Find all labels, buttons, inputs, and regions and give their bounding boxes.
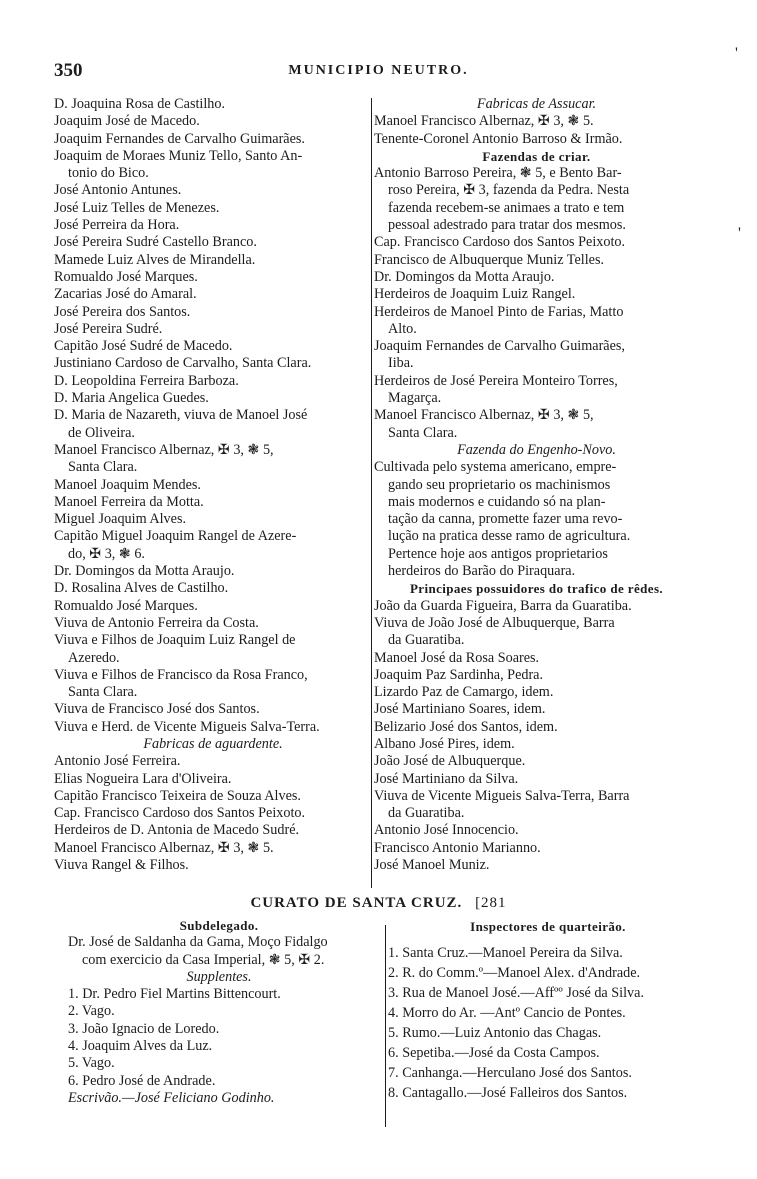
list-item: Herdeiros de José Pereira Monteiro Torres, bbox=[374, 372, 618, 389]
supplentes-heading: Supplentes. bbox=[186, 968, 252, 985]
section-heading: Fabricas de Assucar. bbox=[476, 96, 597, 112]
inspectores-heading: Inspectores de quarteirão. bbox=[470, 919, 626, 934]
list-item: Viuva de Vicente Migueis Salva-Terra, Barra bbox=[374, 787, 630, 804]
list-item: D. Maria Angelica Guedes. bbox=[54, 390, 209, 407]
list-item: João José de Albuquerque. bbox=[374, 753, 526, 770]
margin-mark: ' bbox=[738, 225, 741, 242]
list-item: Manoel Francisco Albernaz, ✠ 3, ❃ 5, bbox=[54, 441, 274, 458]
list-item: Albano José Pires, idem. bbox=[374, 735, 515, 752]
list-item: de Oliveira. bbox=[68, 424, 135, 441]
list-item: Capitão Miguel Joaquim Rangel de Azere- bbox=[54, 528, 297, 545]
list-item: Manoel Joaquim Mendes. bbox=[54, 476, 201, 493]
section-heading: Fazendas de criar. bbox=[482, 148, 591, 164]
list-item: Cultivada pelo systema americano, empre- bbox=[374, 459, 617, 476]
subdelegado-column bbox=[54, 917, 384, 1107]
list-item: Santa Clara. bbox=[68, 459, 138, 476]
list-item: José Antonio Antunes. bbox=[54, 182, 182, 199]
list-item: 5. Vago. bbox=[68, 1055, 115, 1072]
page-header bbox=[0, 60, 757, 82]
list-item: Mamede Luiz Alves de Mirandella. bbox=[54, 251, 256, 268]
list-item: 2. Vago. bbox=[68, 1003, 115, 1020]
list-item: 4. Morro do Ar. —Antº Cancio de Pontes. bbox=[388, 1005, 626, 1021]
list-item: com exercicio da Casa Imperial, ❃ 5, ✠ 2. bbox=[82, 951, 325, 968]
list-item: Herdeiros de Manoel Pinto de Farias, Matto bbox=[374, 303, 624, 320]
page-title: MUNICIPIO NEUTRO. bbox=[288, 63, 469, 78]
list-item: Santa Clara. bbox=[68, 684, 138, 701]
list-item: tação da canna, promette fazer uma revo- bbox=[388, 511, 623, 528]
escrivao-line: Escrivão.—José Feliciano Godinho. bbox=[68, 1089, 275, 1106]
list-item: José Martiniano Soares, idem. bbox=[374, 701, 546, 718]
list-item: Manoel José da Rosa Soares. bbox=[374, 649, 540, 666]
list-item: 2. R. do Comm.º—Manoel Alex. d'Andrade. bbox=[388, 965, 641, 981]
list-item: Lizardo Paz de Camargo, idem. bbox=[374, 684, 554, 701]
list-item: 3. João Ignacio de Loredo. bbox=[68, 1020, 220, 1037]
list-item: Iiba. bbox=[388, 355, 414, 372]
list-item: 4. Joaquim Alves da Luz. bbox=[68, 1038, 213, 1055]
list-item: da Guaratiba. bbox=[388, 805, 465, 822]
list-item: Joaquim Paz Sardinha, Pedra. bbox=[374, 666, 544, 683]
subdelegado-heading: Subdelegado. bbox=[179, 918, 259, 933]
curato-ref: [281 bbox=[475, 895, 507, 911]
list-item: José Pereira dos Santos. bbox=[54, 303, 191, 320]
list-item: 3. Rua de Manoel José.—Affºº José da Silva. bbox=[388, 985, 644, 1001]
list-item: Viuva Rangel & Filhos. bbox=[54, 857, 189, 874]
list-item: 1. Santa Cruz.—Manoel Pereira da Silva. bbox=[388, 945, 623, 961]
inspectores-column bbox=[388, 917, 708, 1103]
list-item: Viuva e Filhos de Joaquim Luiz Rangel de bbox=[54, 632, 296, 649]
list-item: Herdeiros de D. Antonia de Macedo Sudré. bbox=[54, 822, 300, 839]
list-item: Joaquim Fernandes de Carvalho Guimarães. bbox=[54, 130, 305, 147]
list-item: José Pereira Sudré Castello Branco. bbox=[54, 234, 257, 251]
list-item: Manoel Francisco Albernaz, ✠ 3, ❃ 5. bbox=[374, 113, 594, 130]
list-item: pessoal adestrado para tratar dos mesmos. bbox=[388, 217, 626, 234]
list-item: tonio do Bico. bbox=[68, 165, 149, 182]
list-item: D. Leopoldina Ferreira Barboza. bbox=[54, 372, 239, 389]
list-item: Elias Nogueira Lara d'Oliveira. bbox=[54, 770, 232, 787]
list-item: Francisco de Albuquerque Muniz Telles. bbox=[374, 251, 605, 268]
list-item: herdeiros do Barão do Piraquara. bbox=[388, 563, 576, 580]
list-item: José Martiniano da Silva. bbox=[374, 770, 519, 787]
list-item: do, ✠ 3, ❃ 6. bbox=[68, 545, 145, 562]
list-item: Herdeiros de Joaquim Luiz Rangel. bbox=[374, 286, 576, 303]
list-item: Francisco Antonio Marianno. bbox=[374, 839, 541, 856]
margin-mark: ' bbox=[735, 45, 738, 62]
list-item: Capitão José Sudré de Macedo. bbox=[54, 338, 233, 355]
list-item: Manoel Ferreira da Motta. bbox=[54, 493, 204, 510]
list-item: Miguel Joaquim Alves. bbox=[54, 511, 187, 528]
list-item: lução na pratica desse ramo de agricultura. bbox=[388, 528, 631, 545]
list-item: Antonio Barroso Pereira, ❃ 5, e Bento Bar- bbox=[374, 165, 622, 182]
section-heading: Fabricas de aguardente. bbox=[143, 735, 283, 752]
list-item: 6. Sepetiba.—José da Costa Campos. bbox=[388, 1045, 600, 1061]
list-item: Joaquim Fernandes de Carvalho Guimarães, bbox=[374, 338, 625, 355]
list-item: 8. Cantagallo.—José Falleiros dos Santos. bbox=[388, 1085, 628, 1101]
list-item: gando seu proprietario os machinismos bbox=[388, 476, 611, 493]
list-item: 7. Canhanga.—Herculano José dos Santos. bbox=[388, 1065, 632, 1081]
list-item: Viuva e Filhos de Francisco da Rosa Franco, bbox=[54, 666, 308, 683]
list-item: Joaquim José de Macedo. bbox=[54, 113, 200, 130]
list-item: Justiniano Cardoso de Carvalho, Santa Clara. bbox=[54, 355, 312, 372]
curato-title: CURATO DE SANTA CRUZ. bbox=[250, 895, 463, 911]
list-item: Viuva de Francisco José dos Santos. bbox=[54, 701, 260, 718]
list-item: José Pereira Sudré. bbox=[54, 320, 163, 337]
list-item: D. Rosalina Alves de Castilho. bbox=[54, 580, 229, 597]
list-item: Dr. Domingos da Motta Araujo. bbox=[374, 268, 555, 285]
list-item: Antonio José Ferreira. bbox=[54, 753, 181, 770]
list-item: Dr. Domingos da Motta Araujo. bbox=[54, 563, 235, 580]
list-item: Romualdo José Marques. bbox=[54, 597, 198, 614]
list-item: Cap. Francisco Cardoso dos Santos Peixoto. bbox=[54, 805, 306, 822]
list-item: 5. Rumo.—Luiz Antonio das Chagas. bbox=[388, 1025, 602, 1041]
list-item: Viuva de Antonio Ferreira da Costa. bbox=[54, 614, 259, 631]
list-item: Magarça. bbox=[388, 390, 442, 407]
list-item: Manoel Francisco Albernaz, ✠ 3, ❃ 5, bbox=[374, 407, 594, 424]
list-item: da Guaratiba. bbox=[388, 632, 465, 649]
list-item: José Manoel Muniz. bbox=[374, 857, 490, 874]
section-heading: Principaes possuidores do trafico de rêdes. bbox=[409, 581, 664, 597]
page-number: 350 bbox=[54, 60, 83, 81]
list-item: João da Guarda Figueira, Barra da Guaratiba. bbox=[374, 597, 632, 614]
list-item: Manoel Francisco Albernaz, ✠ 3, ❃ 5. bbox=[54, 839, 274, 856]
list-item: 1. Dr. Pedro Fiel Martins Bittencourt. bbox=[68, 986, 281, 1003]
list-item: Zacarias José do Amaral. bbox=[54, 286, 197, 303]
list-item: José Luiz Telles de Menezes. bbox=[54, 199, 220, 216]
list-item: Santa Clara. bbox=[388, 424, 458, 441]
list-item: Pertence hoje aos antigos proprietarios bbox=[388, 545, 608, 562]
list-item: Azeredo. bbox=[68, 649, 120, 666]
list-item: Alto. bbox=[388, 320, 417, 337]
list-item: fazenda recebem-se animaes a trato e tem bbox=[388, 199, 625, 216]
left-column bbox=[54, 96, 372, 874]
list-item: Viuva e Herd. de Vicente Migueis Salva-Terra. bbox=[54, 718, 320, 735]
list-item: D. Maria de Nazareth, viuva de Manoel José bbox=[54, 407, 308, 424]
curato-column-divider bbox=[385, 925, 386, 1127]
list-item: Dr. José de Saldanha da Gama, Moço Fidalgo bbox=[68, 934, 328, 951]
list-item: Viuva de João José de Albuquerque, Barra bbox=[374, 614, 615, 631]
list-item: Capitão Francisco Teixeira de Souza Alves. bbox=[54, 787, 301, 804]
section-heading: Fazenda do Engenho-Novo. bbox=[457, 441, 616, 458]
list-item: Tenente-Coronel Antonio Barroso & Irmão. bbox=[374, 130, 623, 147]
list-item: mais modernos e cuidando só na plan- bbox=[388, 493, 606, 510]
list-item: Joaquim de Moraes Muniz Tello, Santo An- bbox=[54, 147, 303, 164]
list-item: Antonio José Innocencio. bbox=[374, 822, 519, 839]
list-item: José Perreira da Hora. bbox=[54, 217, 180, 234]
list-item: D. Joaquina Rosa de Castilho. bbox=[54, 96, 226, 112]
list-item: roso Pereira, ✠ 3, fazenda da Pedra. Nesta bbox=[388, 182, 630, 199]
list-item: Romualdo José Marques. bbox=[54, 268, 198, 285]
right-column bbox=[374, 96, 699, 874]
list-item: Cap. Francisco Cardoso dos Santos Peixoto. bbox=[374, 234, 626, 251]
list-item: Belizario José dos Santos, idem. bbox=[374, 718, 558, 735]
curato-heading bbox=[0, 895, 757, 912]
list-item: 6. Pedro José de Andrade. bbox=[68, 1072, 216, 1089]
